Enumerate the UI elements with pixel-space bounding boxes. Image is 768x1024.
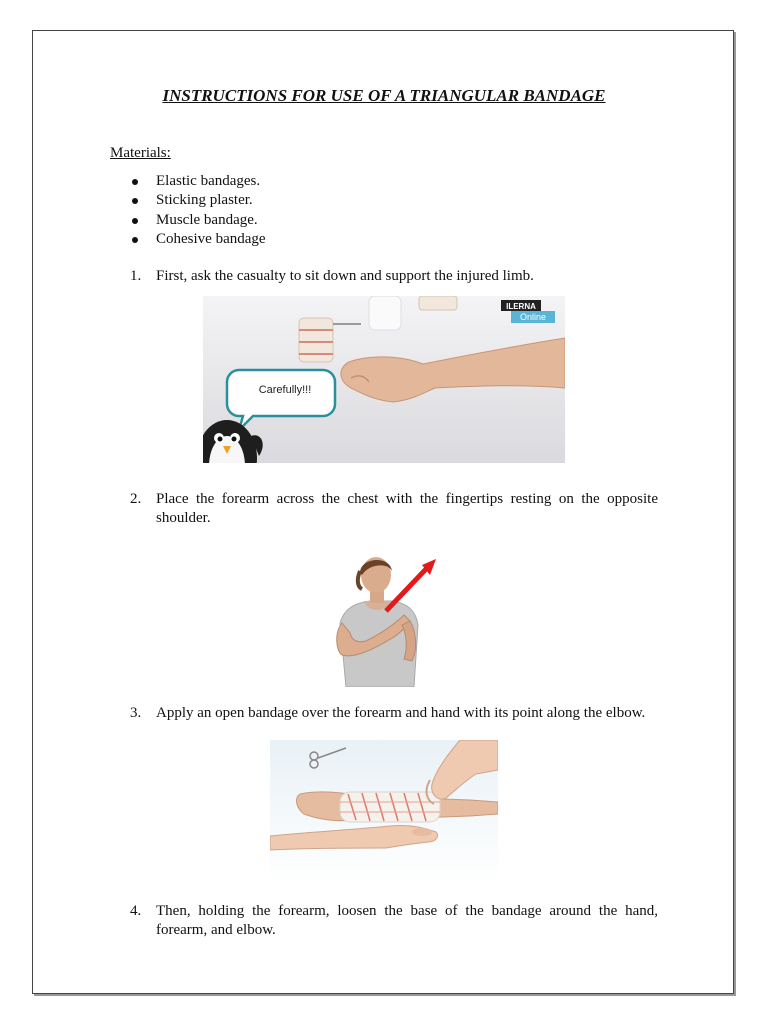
step-text: First, ask the casualty to sit down and support the injured limb.	[156, 268, 534, 284]
step-number: 1.	[130, 268, 142, 284]
list-item: Cohesive bandage	[130, 230, 266, 249]
step-text: Apply an open bandage over the forearm and hand with its point along the elbow.	[156, 705, 646, 721]
figure-arm-across-chest	[330, 553, 438, 687]
document-title: INSTRUCTIONS FOR USE OF A TRIANGULAR BANDAGE	[162, 86, 606, 105]
step-3	[130, 704, 658, 723]
step-text: Place the forearm across the chest with the fingertips resting on the opposite shoulder.	[156, 491, 658, 526]
step-4	[130, 902, 658, 940]
step-number: 2.	[130, 491, 142, 507]
speech-bubble-text: Carefully!!!	[258, 384, 312, 396]
brand-top: ILERNA	[506, 302, 536, 311]
list-item: Sticking plaster.	[130, 191, 266, 210]
step-number: 4.	[130, 903, 142, 919]
step-text: Then, holding the forearm, loosen the base of the bandage around the hand, forearm, and elbow.	[156, 903, 658, 938]
list-item: Elastic bandages.	[130, 172, 266, 191]
materials-label: Materials:	[110, 145, 171, 161]
step-2	[130, 490, 658, 528]
figure-bandage-application	[270, 740, 498, 883]
brand-bottom: Online	[519, 312, 547, 322]
figure-casualty-arm	[203, 296, 565, 463]
materials-list	[130, 172, 266, 250]
list-item: Muscle bandage.	[130, 211, 266, 230]
step-1	[130, 267, 658, 286]
step-number: 3.	[130, 705, 142, 721]
